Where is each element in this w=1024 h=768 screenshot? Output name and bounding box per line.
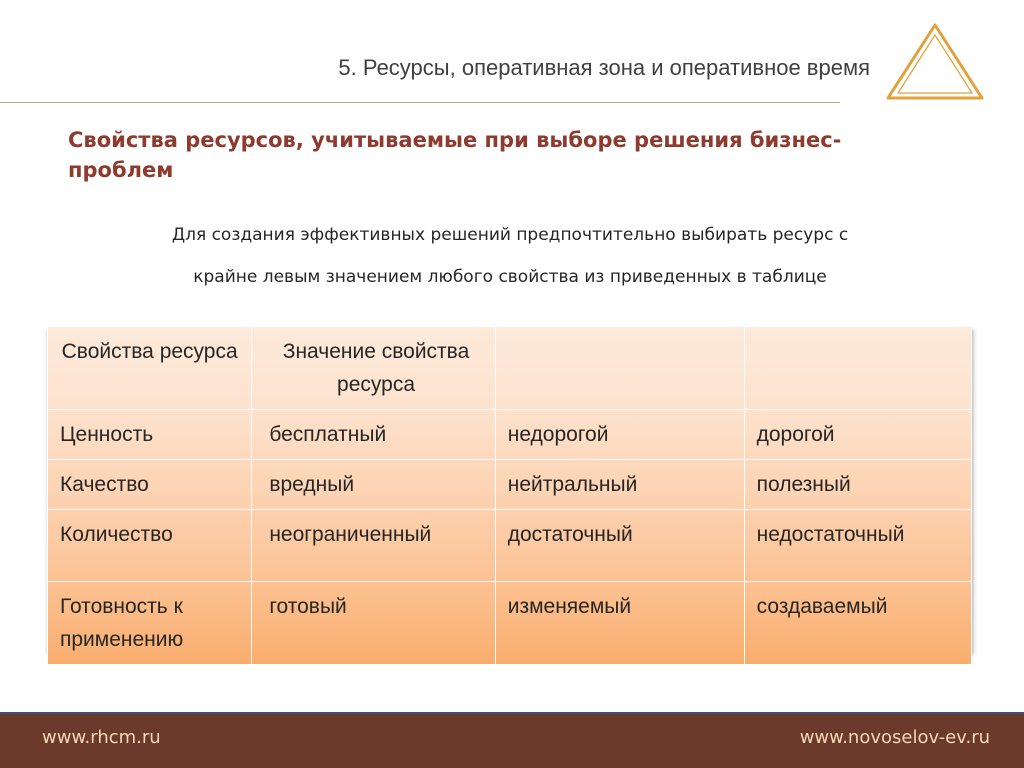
intro-line: крайне левым значением любого свойства из приведенных в таблице [193, 267, 827, 287]
table-row [48, 582, 972, 665]
table-cell: Ценность [48, 410, 252, 460]
table-cell: Количество [48, 510, 252, 582]
footer-link-rhcm[interactable]: www.rhcm.ru [42, 727, 161, 748]
table-cell: неограниченный [252, 510, 495, 582]
header-cell: Свойства ресурса [48, 327, 252, 410]
table-cell: вредный [252, 460, 495, 510]
table-cell: недорогой [495, 410, 744, 460]
section-heading: Свойства ресурсов, учитываемые при выборе решения бизнес-проблем [68, 128, 842, 182]
triangle-logo-icon [884, 22, 986, 102]
table-cell: создаваемый [744, 582, 971, 665]
table-cell: достаточный [495, 510, 744, 582]
table-cell: полезный [744, 460, 971, 510]
table-cell: готовый [252, 582, 495, 665]
table-cell: Качество [48, 460, 252, 510]
table-cell: Готовность к применению [48, 582, 252, 665]
footer-link-novoselov[interactable]: www.novoselov-ev.ru [799, 727, 990, 748]
table-cell: бесплатный [252, 410, 495, 460]
table-row [48, 510, 972, 582]
table-cell: недостаточный [744, 510, 971, 582]
title-divider [0, 102, 840, 103]
intro-text [60, 214, 960, 298]
table-row [48, 410, 972, 460]
intro-line: Для создания эффективных решений предпочтительно выбирать ресурс с [171, 225, 849, 245]
table-cell: нейтральный [495, 460, 744, 510]
slide-title: 5. Ресурсы, оперативная зона и оперативное время [338, 55, 870, 80]
table-cell: изменяемый [495, 582, 744, 665]
footer-bar [0, 712, 1024, 768]
header-cell: Значение свойства ресурса [252, 327, 495, 410]
table-row [48, 460, 972, 510]
header-cell [744, 327, 971, 410]
properties-table [47, 326, 972, 652]
table-header-row [48, 327, 972, 410]
header-cell [495, 327, 744, 410]
table-cell: дорогой [744, 410, 971, 460]
